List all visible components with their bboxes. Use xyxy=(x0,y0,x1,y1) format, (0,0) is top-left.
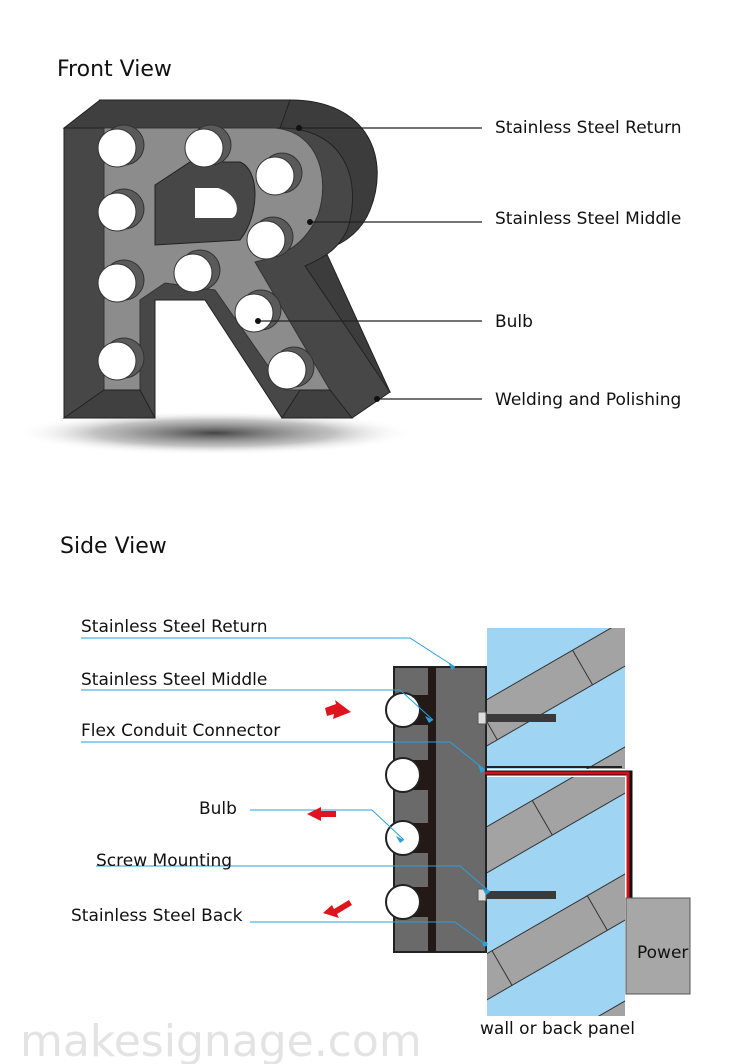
bulb xyxy=(98,193,136,231)
side-label-screw-mounting: Screw Mounting xyxy=(96,851,233,871)
bulb xyxy=(268,351,306,389)
bulb-side xyxy=(386,821,420,855)
bulb-side xyxy=(386,758,420,792)
side-label-return: Stainless Steel Return xyxy=(81,617,268,637)
bulb xyxy=(185,129,223,167)
wall-panel xyxy=(487,628,625,1016)
side-label-flex-conduit: Flex Conduit Connector xyxy=(81,721,281,741)
watermark: makesignage.com xyxy=(20,1016,422,1064)
label-stainless-steel-middle: Stainless Steel Middle xyxy=(495,209,682,229)
front-view-title: Front View xyxy=(57,57,172,82)
bulb-side xyxy=(386,693,420,727)
bulb xyxy=(98,264,136,302)
side-label-middle: Stainless Steel Middle xyxy=(81,670,268,690)
label-bulb: Bulb xyxy=(495,312,533,332)
light-direction-arrows xyxy=(307,700,352,918)
label-welding-and-polishing: Welding and Polishing xyxy=(495,390,682,410)
bulb xyxy=(98,342,136,380)
bulb xyxy=(174,254,212,292)
bulb xyxy=(247,221,285,259)
bulb xyxy=(235,294,273,332)
sign-side-body xyxy=(386,667,486,952)
bulb xyxy=(256,157,294,195)
side-view-title: Side View xyxy=(60,534,167,559)
side-label-back: Stainless Steel Back xyxy=(71,906,243,926)
label-stainless-steel-return: Stainless Steel Return xyxy=(495,118,682,138)
side-label-bulb: Bulb xyxy=(199,799,237,819)
bulb xyxy=(98,129,136,167)
letter-r-front xyxy=(64,100,390,418)
power-label: Power xyxy=(637,943,689,963)
bulb-side xyxy=(386,885,420,919)
wall-label: wall or back panel xyxy=(480,1019,635,1039)
